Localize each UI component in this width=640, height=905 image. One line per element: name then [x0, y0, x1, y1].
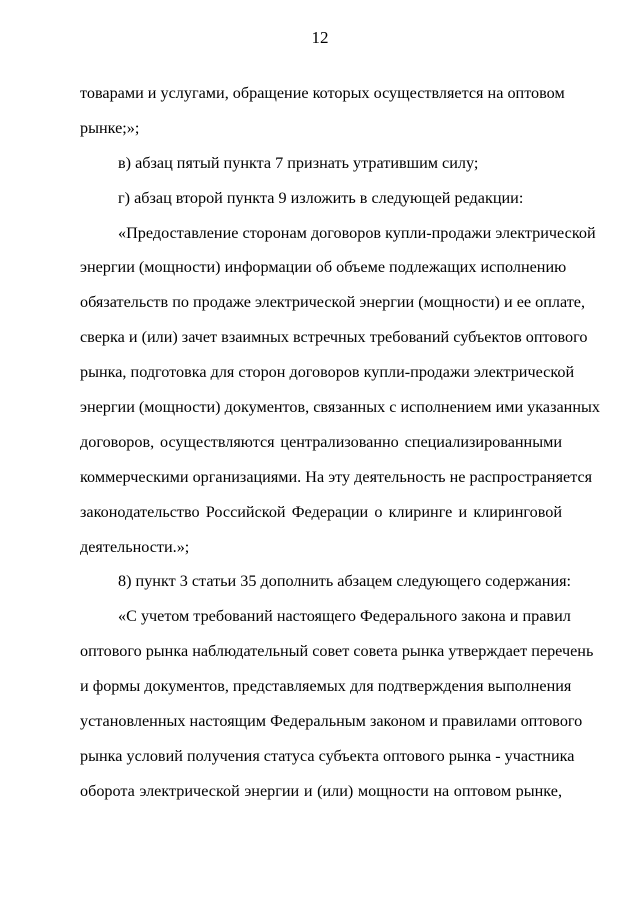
text-line: договоров, осуществляются централизованно специализированными — [80, 432, 562, 451]
text-line: рынка условий получения статуса субъекта оптового рынка - участника — [80, 746, 575, 765]
text-line: товарами и услугами, обращение которых осуществляется на оптовом — [80, 84, 565, 102]
text-line: энергии (мощности) информации об объеме подлежащих исполнению — [80, 258, 567, 277]
text-line: оборота электрической энергии и (или) мощности на оптовом рынке, — [80, 781, 562, 800]
text-line: деятельности.»; — [80, 537, 190, 556]
text-line: обязательств по продаже электрической энергии (мощности) и ее оплате, — [80, 293, 586, 312]
text-line: коммерческими организациями. На эту деятельность не распространяется — [80, 467, 593, 486]
text-line: «Предоставление сторонам договоров купли-продажи электрической — [118, 223, 596, 242]
page-number: 12 — [311, 28, 329, 47]
text-line: законодательство Российской Федерации о клиринге и клиринговой — [80, 502, 562, 521]
text-line: рынка, подготовка для сторон договоров купли-продажи электрической — [80, 363, 575, 382]
text-line: энергии (мощности) документов, связанных с исполнением ими указанных — [80, 398, 600, 417]
document-body — [80, 76, 600, 809]
text-line: оптового рынка наблюдательный совет совета рынка утверждает перечень — [80, 642, 594, 661]
text-line: г) абзац второй пункта 9 изложить в следующей редакции: — [118, 188, 524, 207]
text-line: 8) пункт 3 статьи 35 дополнить абзацем следующего содержания: — [118, 572, 572, 591]
text-line: установленных настоящим Федеральным законом и правилами оптового — [80, 712, 583, 731]
text-line: «С учетом требований настоящего Федерального закона и правил — [118, 607, 571, 626]
text-line: сверка и (или) зачет взаимных встречных требований субъектов оптового — [80, 328, 588, 347]
text-line: рынке;»; — [80, 118, 140, 137]
text-line: и формы документов, представляемых для подтверждения выполнения — [80, 677, 572, 696]
text-line: в) абзац пятый пункта 7 признать утратившим силу; — [118, 153, 479, 172]
